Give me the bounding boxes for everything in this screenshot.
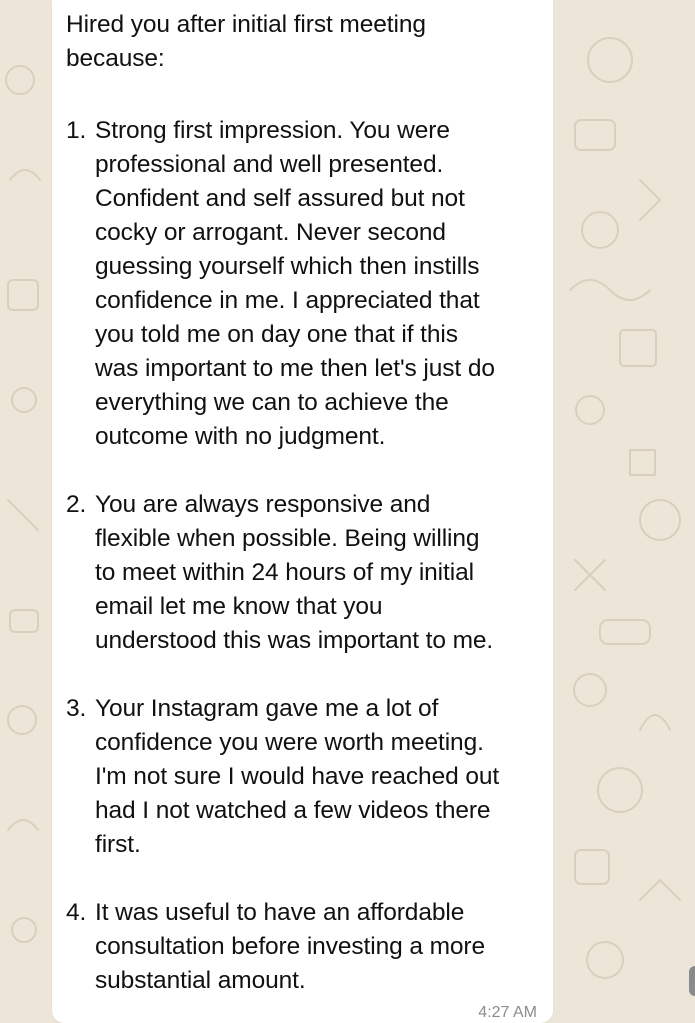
message-timestamp: 4:27 AM — [478, 1004, 537, 1021]
list-item — [66, 692, 533, 862]
list-item — [66, 488, 533, 658]
list-text: Strong first impression. You were professional and well presented. Confident and self assured but not cocky or arrogant. Never second guessing yourself which then instills confidence in me. I appreciated that you told me on day one that if this was important to me then let's just do everything we can to achieve the outcome with no judgment. — [95, 117, 495, 450]
list-number: 4. — [66, 899, 87, 926]
list-number: 3. — [66, 695, 87, 722]
list-number: 2. — [66, 491, 87, 518]
message-intro: Hired you after initial first meeting because: — [66, 11, 426, 72]
list-item — [66, 114, 533, 454]
list-text: You are always responsive and flexible when possible. Being willing to meet within 24 hours of my initial email let me know that you understood this was important to me. — [95, 491, 494, 654]
list-text: Your Instagram gave me a lot of confidence you were worth meeting. I'm not sure I would have reached out had I not watched a few videos there first. — [95, 695, 500, 858]
list-item — [66, 896, 533, 998]
scroll-to-bottom-handle[interactable] — [689, 966, 695, 996]
list-number: 1. — [66, 117, 87, 144]
reason-list — [66, 114, 533, 998]
list-text: It was useful to have an affordable consultation before investing a more substantial amount. — [95, 899, 485, 994]
message-bubble[interactable] — [52, 0, 553, 1023]
